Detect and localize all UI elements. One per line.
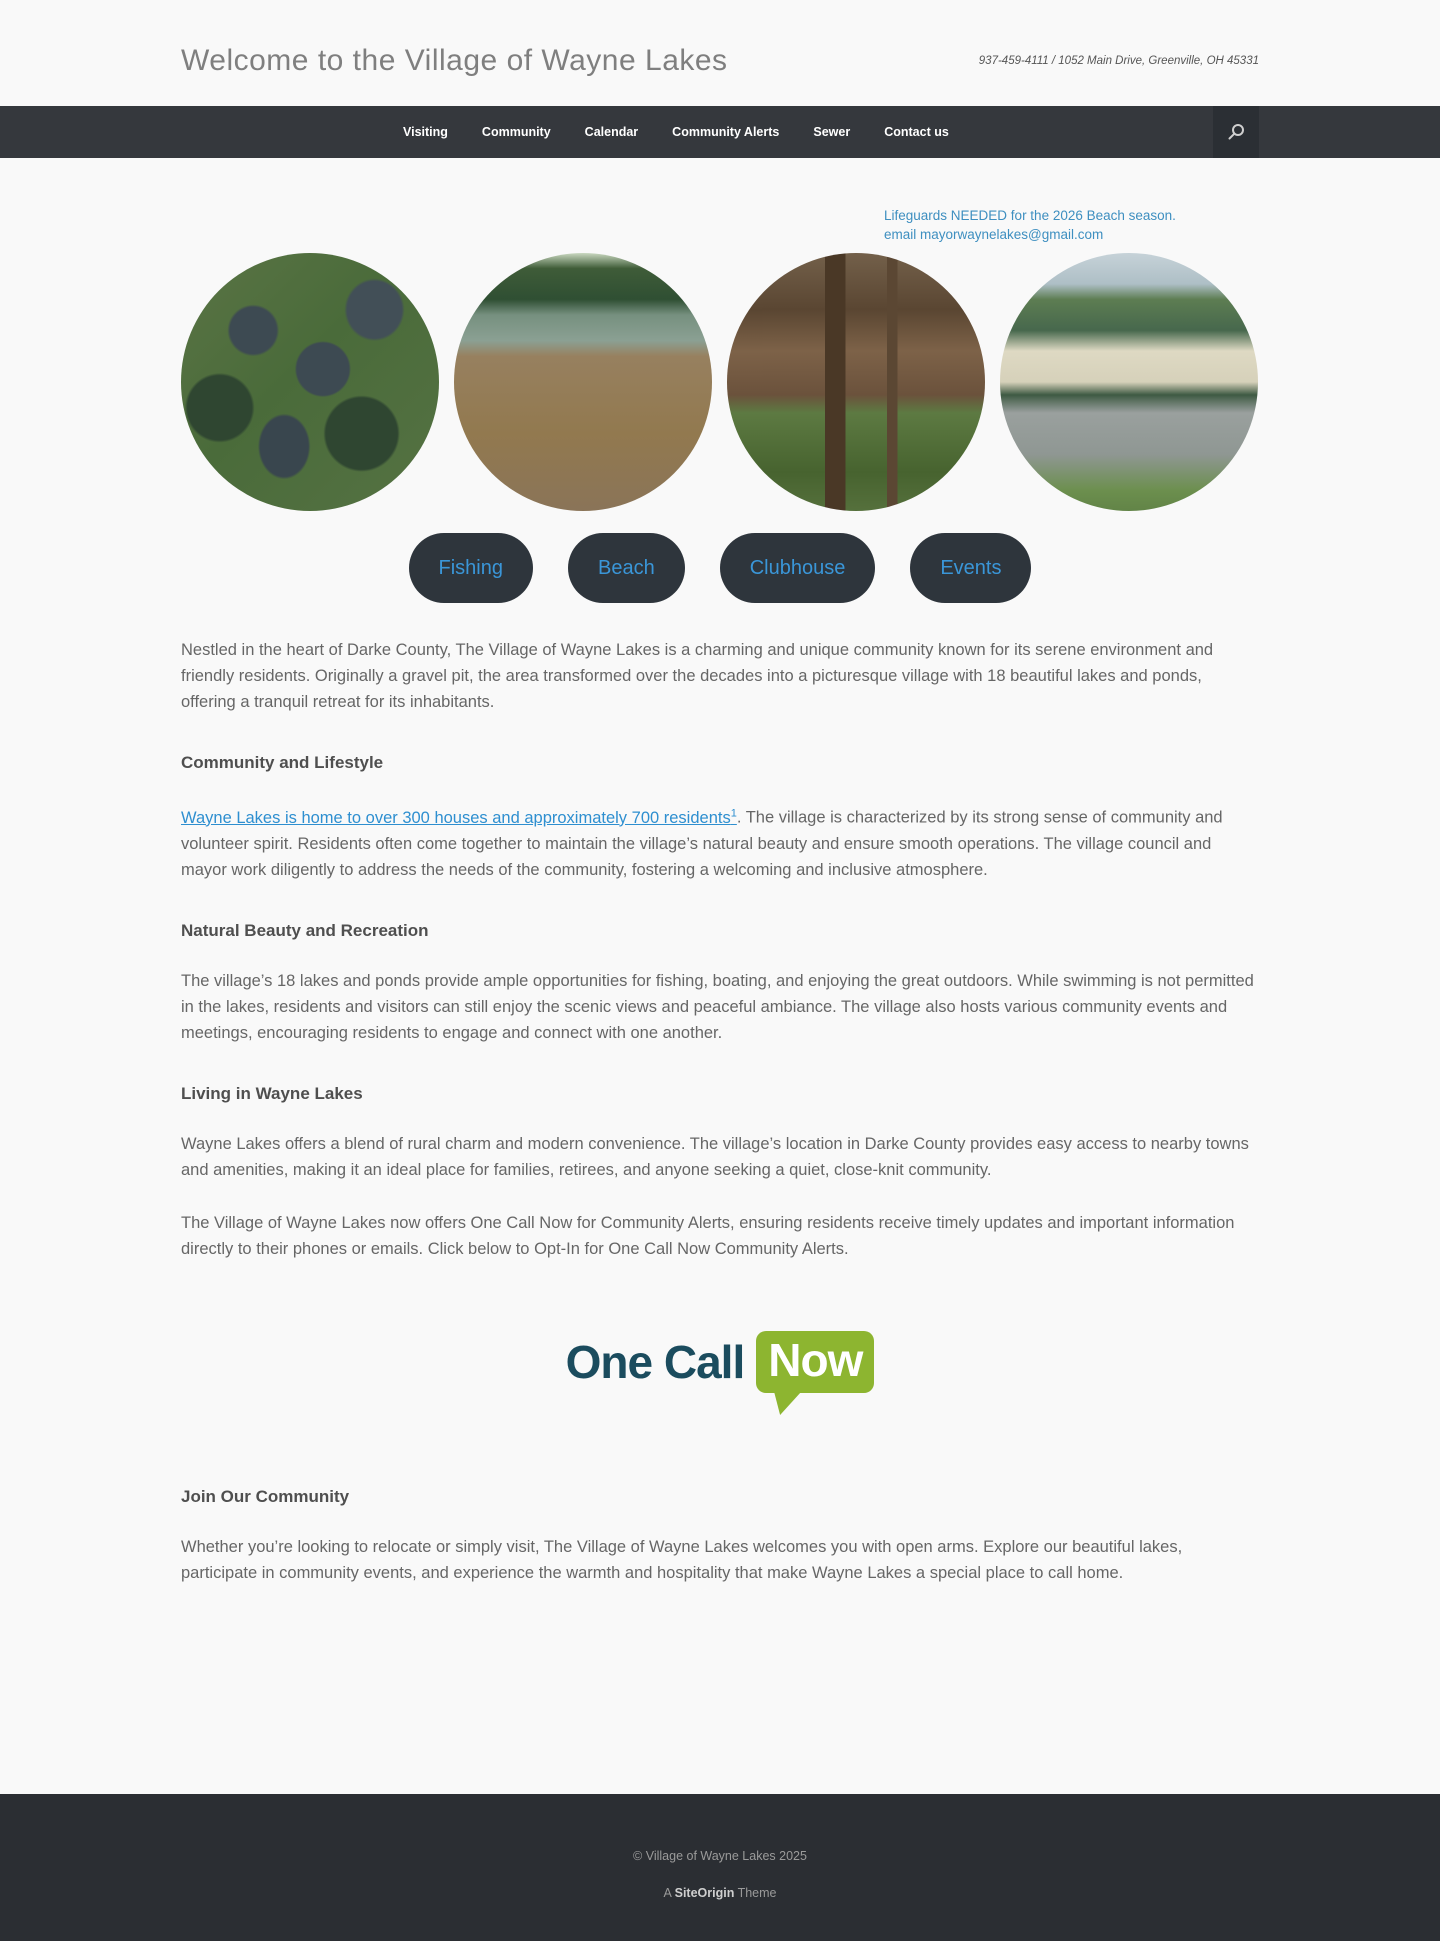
header-contact-info: 937-459-4111 / 1052 Main Drive, Greenville, OH 45331 bbox=[978, 55, 1259, 67]
one-call-now-logo-link[interactable] bbox=[566, 1331, 875, 1393]
footer-copyright: © Village of Wayne Lakes 2025 bbox=[633, 1849, 807, 1863]
nature-paragraph: The village’s 18 lakes and ponds provide ample opportunities for fishing, boating, and enjoying the great outdoors. While swimming is not permitted in the lakes, residents and visitors can still enjoy the scenic views and peaceful ambiance. The village also hosts various community events and meetings, encouraging residents to engage and connect with one another. bbox=[181, 971, 1254, 1042]
speech-bubble-tail bbox=[766, 1391, 802, 1415]
nav-menu bbox=[386, 106, 966, 158]
footer-theme-prefix: A bbox=[663, 1886, 675, 1900]
article-body bbox=[181, 603, 1259, 1586]
beach-button[interactable]: Beach bbox=[568, 533, 685, 603]
community-building-photo bbox=[1000, 253, 1258, 511]
one-call-now-logo-now: Now bbox=[768, 1333, 863, 1386]
beach-photo bbox=[454, 253, 712, 511]
heading-join-community: Join Our Community bbox=[181, 1486, 350, 1506]
lifeguards-alert-link[interactable]: Lifeguards NEEDED for the 2026 Beach season. email mayorwaynelakes@gmail.com bbox=[884, 208, 1176, 242]
footer-theme-credit bbox=[0, 1886, 1440, 1900]
nav-item-sewer[interactable]: Sewer bbox=[813, 125, 851, 139]
join-paragraph: Whether you’re looking to relocate or simply visit, The Village of Wayne Lakes welcomes you with open arms. Explore our beautiful lakes, participate in community events, and experience the warmth and hospitality that make Wayne Lakes a special place to call home. bbox=[181, 1537, 1183, 1582]
heading-living: Living in Wayne Lakes bbox=[181, 1083, 363, 1103]
nav-item-calendar[interactable]: Calendar bbox=[584, 125, 639, 139]
page-title: Welcome to the Village of Wayne Lakes bbox=[181, 44, 728, 77]
one-call-now-logo-text: One Call bbox=[565, 1335, 745, 1388]
living-paragraph: Wayne Lakes offers a blend of rural charm and modern convenience. The village’s location in Darke County provides easy access to nearby towns and amenities, making it an ideal place for families, retirees, and anyone seeking a quiet, close-knit community. bbox=[181, 1134, 1249, 1179]
search-icon bbox=[1227, 123, 1246, 142]
community-paragraph bbox=[181, 800, 1259, 883]
site-footer bbox=[0, 1794, 1440, 1941]
nav-item-contact-us[interactable]: Contact us bbox=[884, 125, 949, 139]
one-call-now-paragraph: The Village of Wayne Lakes now offers One Call Now for Community Alerts, ensuring residents receive timely updates and important information directly to their phones or emails. Click below to Opt-In for One Call Now Community Alerts. bbox=[181, 1213, 1235, 1258]
quick-links-row bbox=[181, 533, 1259, 603]
one-call-now-logo-wrap bbox=[181, 1289, 1259, 1449]
events-button[interactable]: Events bbox=[910, 533, 1031, 603]
main-content bbox=[181, 158, 1259, 1634]
search-button[interactable] bbox=[1213, 106, 1259, 158]
clubhouse-button[interactable]: Clubhouse bbox=[720, 533, 876, 603]
footnote-superscript: 1 bbox=[730, 807, 737, 819]
nav-item-community-alerts[interactable]: Community Alerts bbox=[672, 125, 780, 139]
residents-count-link[interactable] bbox=[181, 809, 737, 827]
nav-item-visiting[interactable]: Visiting bbox=[403, 125, 448, 139]
community-paragraph-rest: . The village is characterized by its strong sense of community and volunteer spirit. Residents often come together to maintain the village’s natural beauty and ensure smooth operations. The village council and mayor work diligently to address the needs of the community, fostering a welcoming and inclusive atmosphere. bbox=[181, 808, 1223, 879]
siteorigin-link[interactable]: SiteOrigin bbox=[674, 1886, 735, 1900]
fishing-button[interactable]: Fishing bbox=[409, 533, 533, 603]
residents-count-link-text: Wayne Lakes is home to over 300 houses and approximately 700 residents bbox=[181, 808, 731, 827]
intro-paragraph: Nestled in the heart of Darke County, The Village of Wayne Lakes is a charming and unique community known for its serene environment and friendly residents. Originally a gravel pit, the area transformed over the decades into a picturesque village with 18 beautiful lakes and ponds, offering a tranquil retreat for its inhabitants. bbox=[181, 641, 1214, 711]
heading-natural-beauty: Natural Beauty and Recreation bbox=[181, 920, 429, 940]
one-call-now-logo-bubble bbox=[756, 1331, 874, 1393]
site-header bbox=[0, 0, 1440, 106]
photo-row bbox=[181, 253, 1259, 511]
heading-community-lifestyle: Community and Lifestyle bbox=[181, 753, 384, 772]
main-navbar bbox=[0, 106, 1440, 158]
nav-item-community[interactable]: Community bbox=[481, 125, 551, 139]
clubhouse-photo bbox=[727, 253, 985, 511]
hero-section bbox=[181, 158, 1259, 603]
aerial-lakes-photo bbox=[181, 253, 439, 511]
footer-theme-suffix: Theme bbox=[734, 1886, 777, 1900]
